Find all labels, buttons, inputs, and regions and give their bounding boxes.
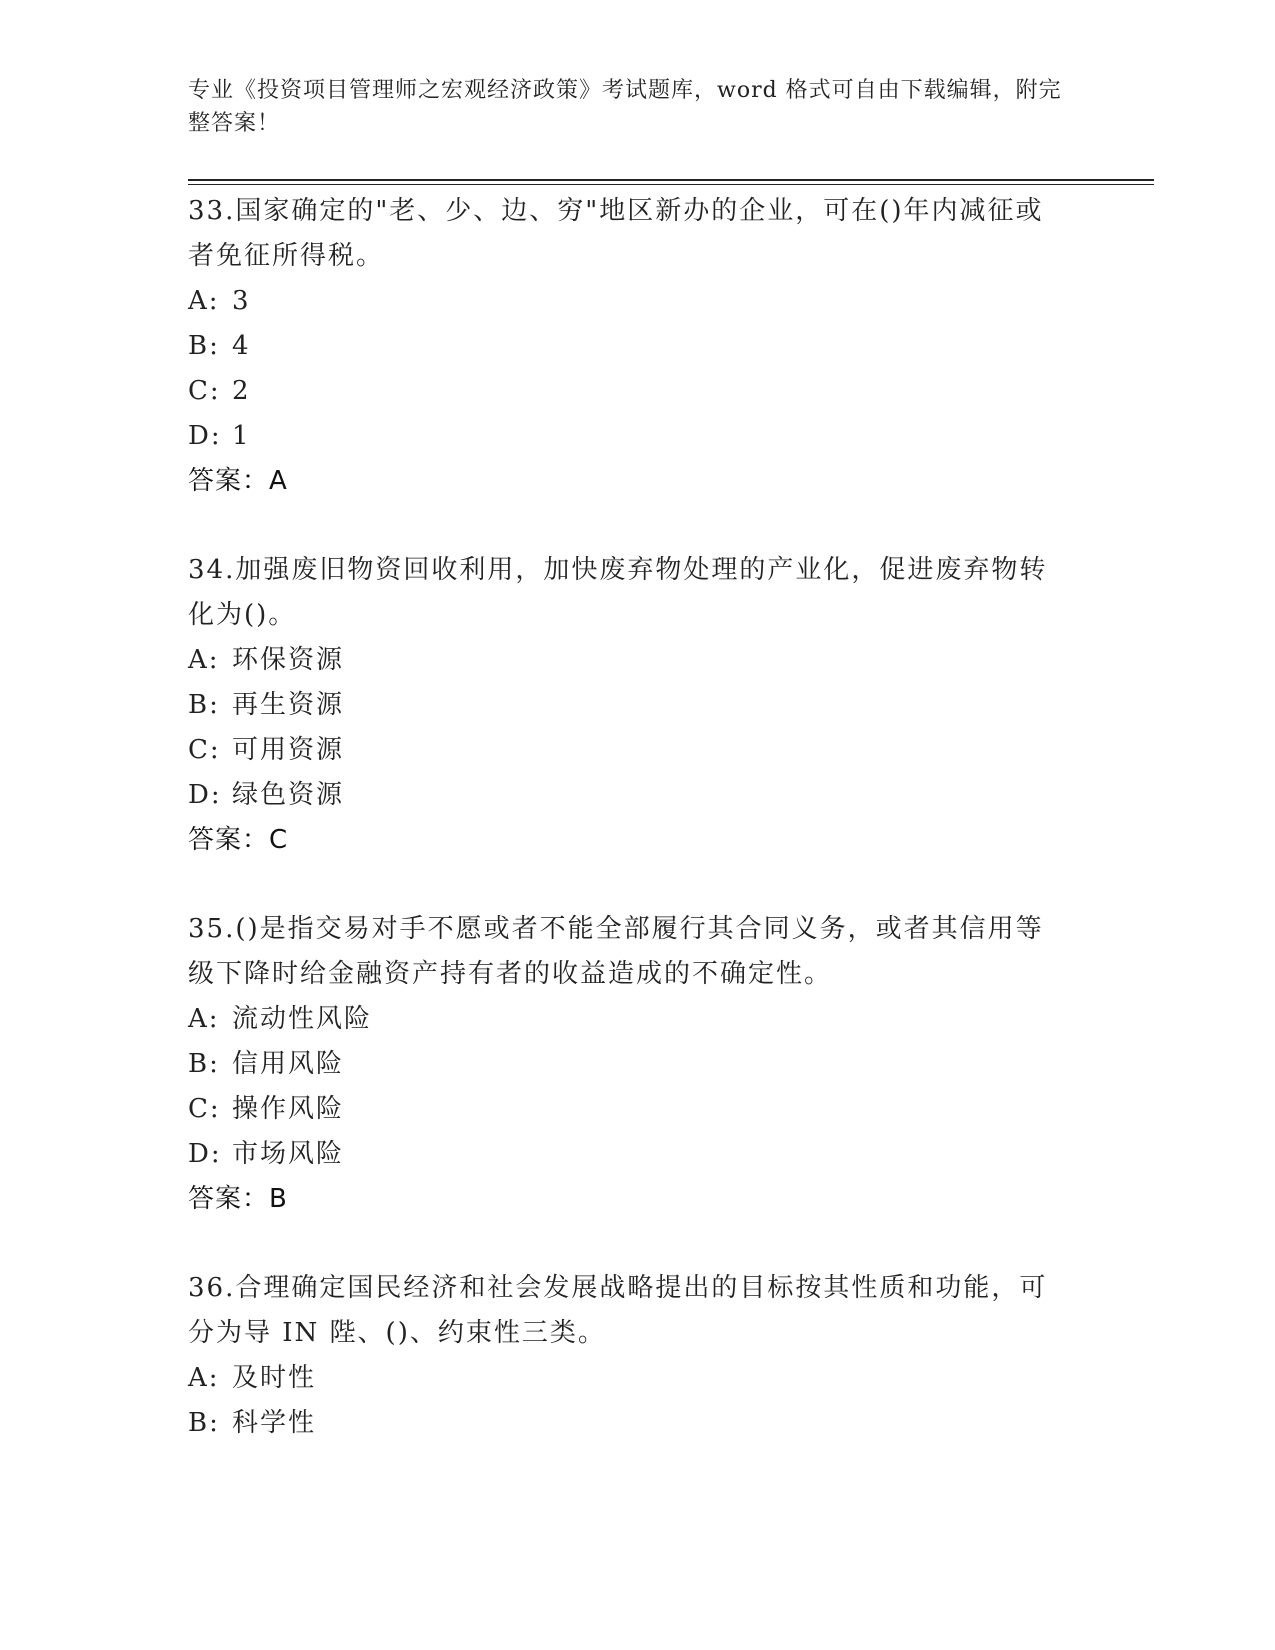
option-d [188, 1132, 1088, 1177]
option-letter: C: [188, 1094, 221, 1124]
option-text: 可用资源 [232, 735, 345, 765]
option-letter: C: [188, 735, 221, 765]
option-letter: C: [188, 376, 221, 406]
option-d [188, 773, 1088, 818]
option-letter: A: [188, 645, 220, 675]
option-a [188, 997, 1088, 1042]
answer: 答案：B [188, 1184, 288, 1214]
option-text: 环保资源 [232, 645, 345, 675]
option-text: 及时性 [232, 1363, 317, 1393]
option-b [188, 1042, 1088, 1087]
question-34 [188, 548, 1088, 863]
option-a [188, 638, 1088, 683]
option-letter: D: [188, 1139, 222, 1169]
option-letter: B: [188, 690, 220, 720]
option-text: 流动性风险 [232, 1004, 373, 1034]
option-b [188, 1401, 1088, 1446]
option-b [188, 683, 1088, 728]
question-text: 33.国家确定的"老、少、边、穷"地区新办的企业，可在()年内减征或者免征所得税。 [188, 196, 1044, 271]
option-letter: D: [188, 421, 222, 451]
option-text: 3 [232, 286, 251, 316]
option-letter: B: [188, 1049, 220, 1079]
option-a [188, 1356, 1088, 1401]
option-letter: A: [188, 286, 220, 316]
option-c [188, 369, 1088, 414]
question-35 [188, 907, 1088, 1222]
option-b [188, 324, 1088, 369]
option-letter: D: [188, 780, 222, 810]
question-text: 36.合理确定国民经济和社会发展战略提出的目标按其性质和功能，可分为导 IN 陛、()、约束性三类。 [188, 1273, 1048, 1348]
question-text: 35.()是指交易对手不愿或者不能全部履行其合同义务，或者其信用等级下降时给金融资产持有者的收益造成的不确定性。 [188, 914, 1044, 989]
option-c [188, 728, 1088, 773]
header-divider-thin [188, 184, 1154, 185]
option-d [188, 414, 1088, 459]
option-text: 信用风险 [232, 1049, 345, 1079]
option-text: 4 [232, 331, 251, 361]
option-letter: A: [188, 1004, 220, 1034]
question-36 [188, 1266, 1088, 1446]
answer: 答案：C [188, 825, 289, 855]
question-list [188, 189, 1088, 1446]
question-33 [188, 189, 1088, 504]
answer: 答案：A [188, 466, 288, 496]
option-text: 2 [232, 376, 251, 406]
option-text: 科学性 [232, 1408, 317, 1438]
option-text: 1 [232, 421, 251, 451]
option-letter: B: [188, 331, 220, 361]
option-a [188, 279, 1088, 324]
option-text: 市场风险 [232, 1139, 345, 1169]
question-text: 34.加强废旧物资回收利用，加快废弃物处理的产业化，促进废弃物转化为()。 [188, 555, 1048, 630]
option-text: 再生资源 [232, 690, 345, 720]
option-text: 操作风险 [232, 1094, 345, 1124]
option-text: 绿色资源 [232, 780, 345, 810]
header-divider-thick [188, 179, 1154, 181]
option-letter: A: [188, 1363, 220, 1393]
option-letter: B: [188, 1408, 220, 1438]
document-header: 专业《投资项目管理师之宏观经济政策》考试题库，word 格式可自由下载编辑，附完整答案！ [188, 78, 1062, 136]
option-c [188, 1087, 1088, 1132]
